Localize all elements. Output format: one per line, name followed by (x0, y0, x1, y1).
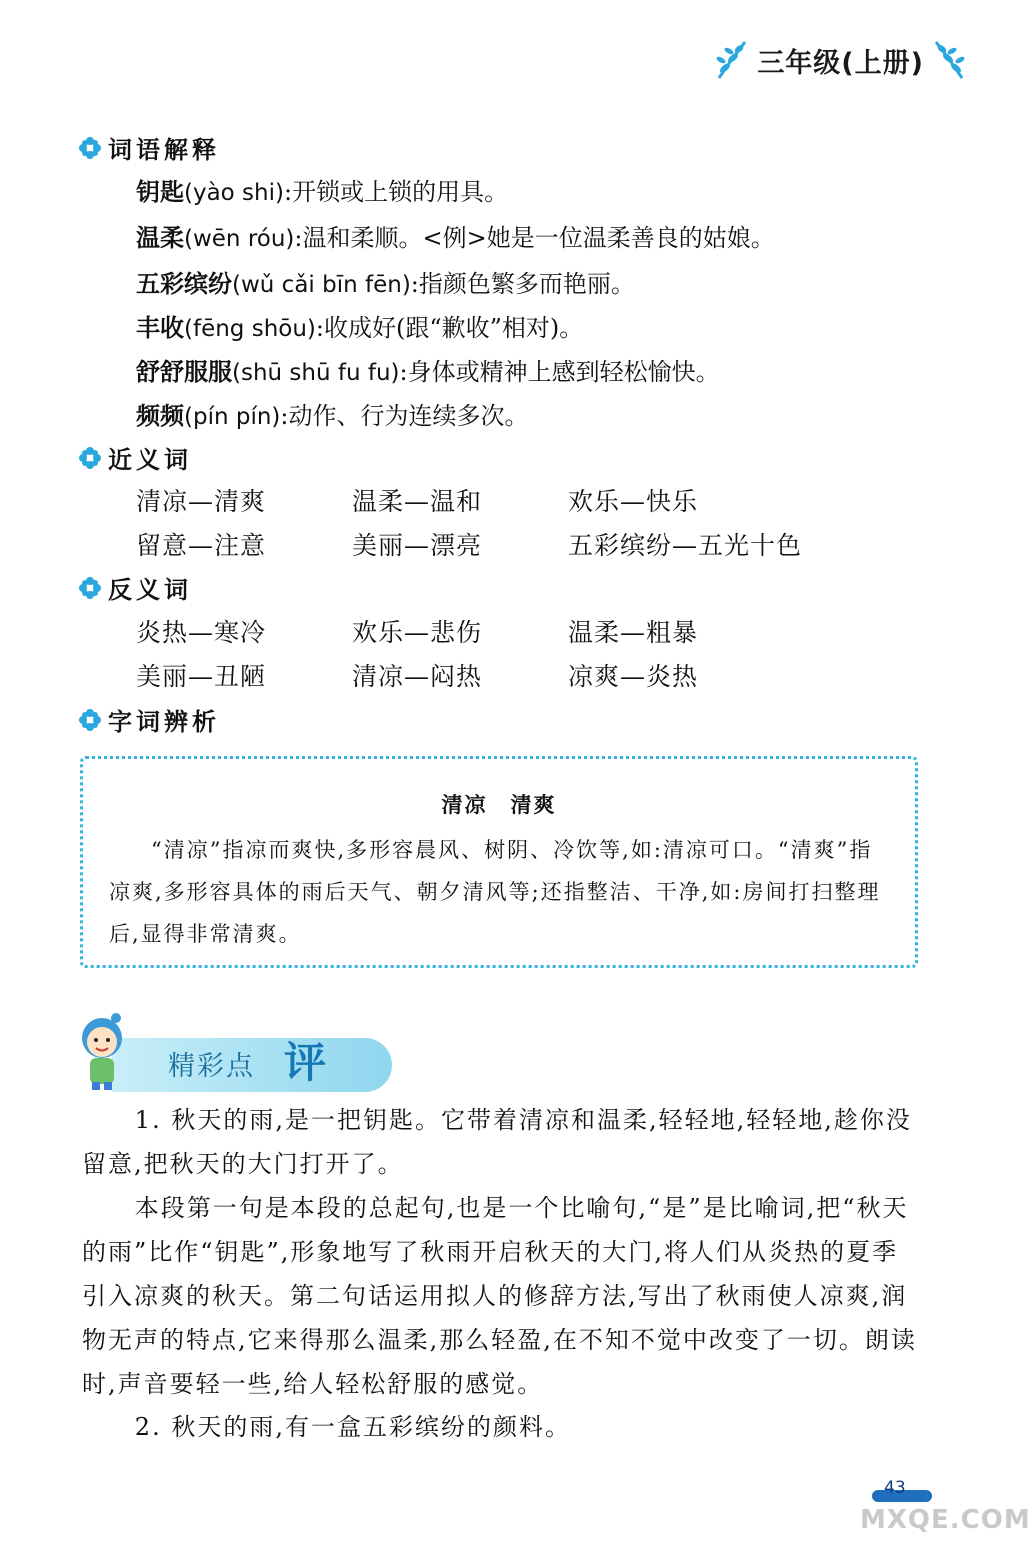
paragraph: 2. 秋天的雨,有一盒五彩缤纷的颜料。 (134, 1413, 571, 1441)
cartoon-child-icon (72, 1008, 132, 1092)
banner-label: 精彩点 (168, 1051, 255, 1082)
analysis-box (80, 756, 918, 968)
flower-bullet-icon (78, 446, 102, 470)
paragraph: 本段第一句是本段的总起句,也是一个比喻句,“是”是比喻词,把“秋天的雨”比作“钥匙”,形象地写了秋雨开启秋天的大门,将人们从炎热的夏季引入凉爽的秋天。第二句话运用拟人的修辞方法,写出了秋雨使人凉爽,润物无声的特点,它来得那么温柔,那么轻盈,在不知不觉中改变了一切。朗读时,声音要轻一些,给人轻松舒服的感觉。 (82, 1194, 917, 1398)
page-number-badge (872, 1478, 932, 1504)
section-antonyms (78, 570, 192, 605)
synonym-pair: 温柔—温和 (352, 487, 483, 516)
section-synonyms (78, 440, 192, 475)
section-title: 字词辨析 (108, 708, 220, 736)
watermark: MXQE.COM (860, 1505, 1031, 1535)
section-title: 反义词 (108, 576, 192, 604)
synonym-pair: 五彩缤纷—五光十色 (568, 531, 803, 560)
antonym-pair: 清凉—闷热 (352, 662, 483, 691)
definition-item: 丰收(fēng shōu):收成好(跟“歉收”相对)。 (136, 314, 584, 342)
definition-item: 五彩缤纷(wǔ cǎi bīn fēn):指颜色繁多而艳丽。 (136, 270, 635, 298)
leaf-right-icon (930, 38, 970, 82)
definition-item: 温柔(wēn róu):温和柔顺。<例>她是一位温柔善良的姑娘。 (136, 224, 775, 252)
flower-bullet-icon (78, 576, 102, 600)
analysis-box-text: “清凉”指凉而爽快,多形容晨风、树阴、冷饮等,如:清凉可口。“清爽”指凉爽,多形容具体的雨后天气、朝夕清风等;还指整洁、干净,如:房间打扫整理后,显得非常清爽。 (109, 838, 881, 946)
page-number: 43 (884, 1478, 906, 1498)
definition-item: 舒舒服服(shū shū fu fu):身体或精神上感到轻松愉快。 (136, 358, 720, 386)
antonym-pair: 炎热—寒冷 (136, 618, 267, 647)
banner-big-char: 评 (284, 1038, 327, 1087)
antonym-pair: 凉爽—炎热 (568, 662, 699, 691)
page-header (711, 38, 970, 82)
highlight-banner (72, 1008, 382, 1092)
leaf-left-icon (711, 38, 751, 82)
section-analysis (78, 702, 220, 737)
flower-bullet-icon (78, 708, 102, 732)
section-vocab (78, 130, 220, 165)
analysis-box-title: 清凉 清爽 (441, 793, 557, 817)
antonym-pair: 美丽—丑陋 (136, 662, 267, 691)
antonym-pair: 温柔—粗暴 (568, 618, 699, 647)
flower-bullet-icon (78, 136, 102, 160)
grade-label: 三年级(上册) (757, 47, 924, 79)
synonym-pair: 清凉—清爽 (136, 487, 267, 516)
section-title: 近义词 (108, 446, 192, 474)
antonym-pair: 欢乐—悲伤 (352, 618, 483, 647)
definition-item: 频频(pín pín):动作、行为连续多次。 (136, 402, 529, 430)
definition-item: 钥匙(yào shi):开锁或上锁的用具。 (136, 178, 509, 206)
synonym-pair: 欢乐—快乐 (568, 487, 699, 516)
section-title: 词语解释 (108, 136, 220, 164)
paragraph: 1. 秋天的雨,是一把钥匙。它带着清凉和温柔,轻轻地,轻轻地,趁你没留意,把秋天的大门打开了。 (82, 1106, 912, 1178)
synonym-pair: 留意—注意 (136, 531, 267, 560)
synonym-pair: 美丽—漂亮 (352, 531, 483, 560)
